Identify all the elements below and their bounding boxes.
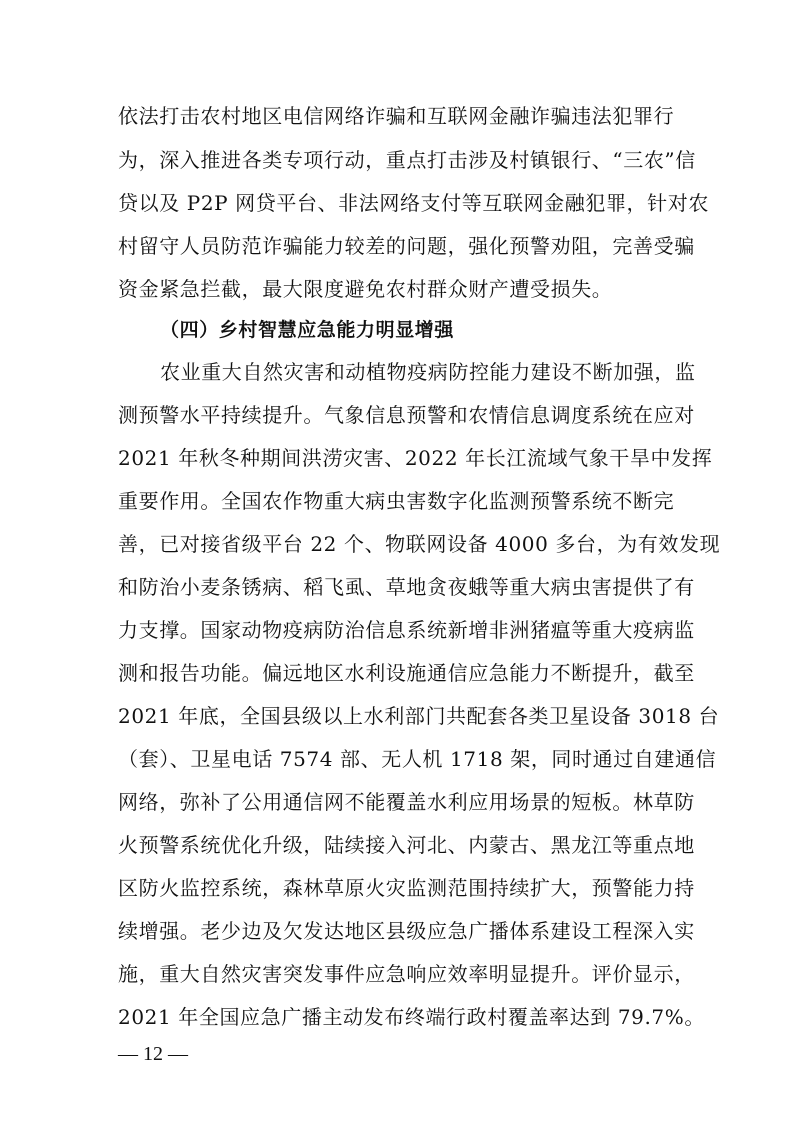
- paragraph-line: 资金紧急拦截，最大限度避免农村群众财产遭受损失。: [118, 277, 613, 301]
- paragraph-line: 区防火监控系统，森林草原火灾监测范围持续扩大，预警能力持: [118, 876, 695, 900]
- paragraph-line: 贷以及 P2P 网贷平台、非法网络支付等互联网金融犯罪，针对农: [118, 191, 709, 215]
- paragraph-line: 2021 年全国应急广播主动发布终端行政村覆盖率达到 79.7%。: [118, 1005, 705, 1029]
- paragraph-line: 2021 年底，全国县级以上水利部门共配套各类卫星设备 3018 台: [118, 704, 720, 728]
- paragraph-line: 测预警水平持续提升。气象信息预警和农情信息调度系统在应对: [118, 403, 695, 427]
- paragraph-line: 和防治小麦条锈病、稻飞虱、草地贪夜蛾等重大病虫害提供了有: [118, 575, 695, 599]
- page-number: — 12 —: [118, 1043, 188, 1065]
- paragraph-line: 村留守人员防范诈骗能力较差的问题，强化预警劝阻，完善受骗: [118, 234, 695, 258]
- paragraph-line: 测和报告功能。偏远地区水利设施通信应急能力不断提升，截至: [118, 661, 695, 685]
- paragraph-line: 农业重大自然灾害和动植物疫病防控能力建设不断加强，监: [160, 360, 696, 384]
- paragraph-line: 善，已对接省级平台 22 个、物联网设备 4000 多台，为有效发现: [118, 532, 721, 556]
- section-heading: （四）乡村智慧应急能力明显增强: [160, 319, 455, 341]
- paragraph-line: 力支撑。国家动物疫病防治信息系统新增非洲猪瘟等重大疫病监: [118, 618, 695, 642]
- paragraph-line: 网络，弥补了公用通信网不能覆盖水利应用场景的短板。林草防: [118, 790, 695, 814]
- paragraph-line: 续增强。老少边及欠发达地区县级应急广播体系建设工程深入实: [118, 919, 695, 943]
- paragraph-line: 重要作用。全国农作物重大病虫害数字化监测预警系统不断完: [118, 489, 675, 513]
- paragraph-line: 2021 年秋冬种期间洪涝灾害、2022 年长江流域气象干旱中发挥: [118, 446, 713, 470]
- paragraph-line: 火预警系统优化升级，陆续接入河北、内蒙古、黑龙江等重点地: [118, 833, 695, 857]
- paragraph-line: 施，重大自然灾害突发事件应急响应效率明显提升。评价显示，: [118, 962, 695, 986]
- paragraph-line: 依法打击农村地区电信网络诈骗和互联网金融诈骗违法犯罪行: [118, 104, 675, 128]
- paragraph-line: 为，深入推进各类专项行动，重点打击涉及村镇银行、“三农”信: [118, 148, 696, 172]
- paragraph-line: （套）、卫星电话 7574 部、无人机 1718 架，同时通过自建通信: [118, 747, 717, 771]
